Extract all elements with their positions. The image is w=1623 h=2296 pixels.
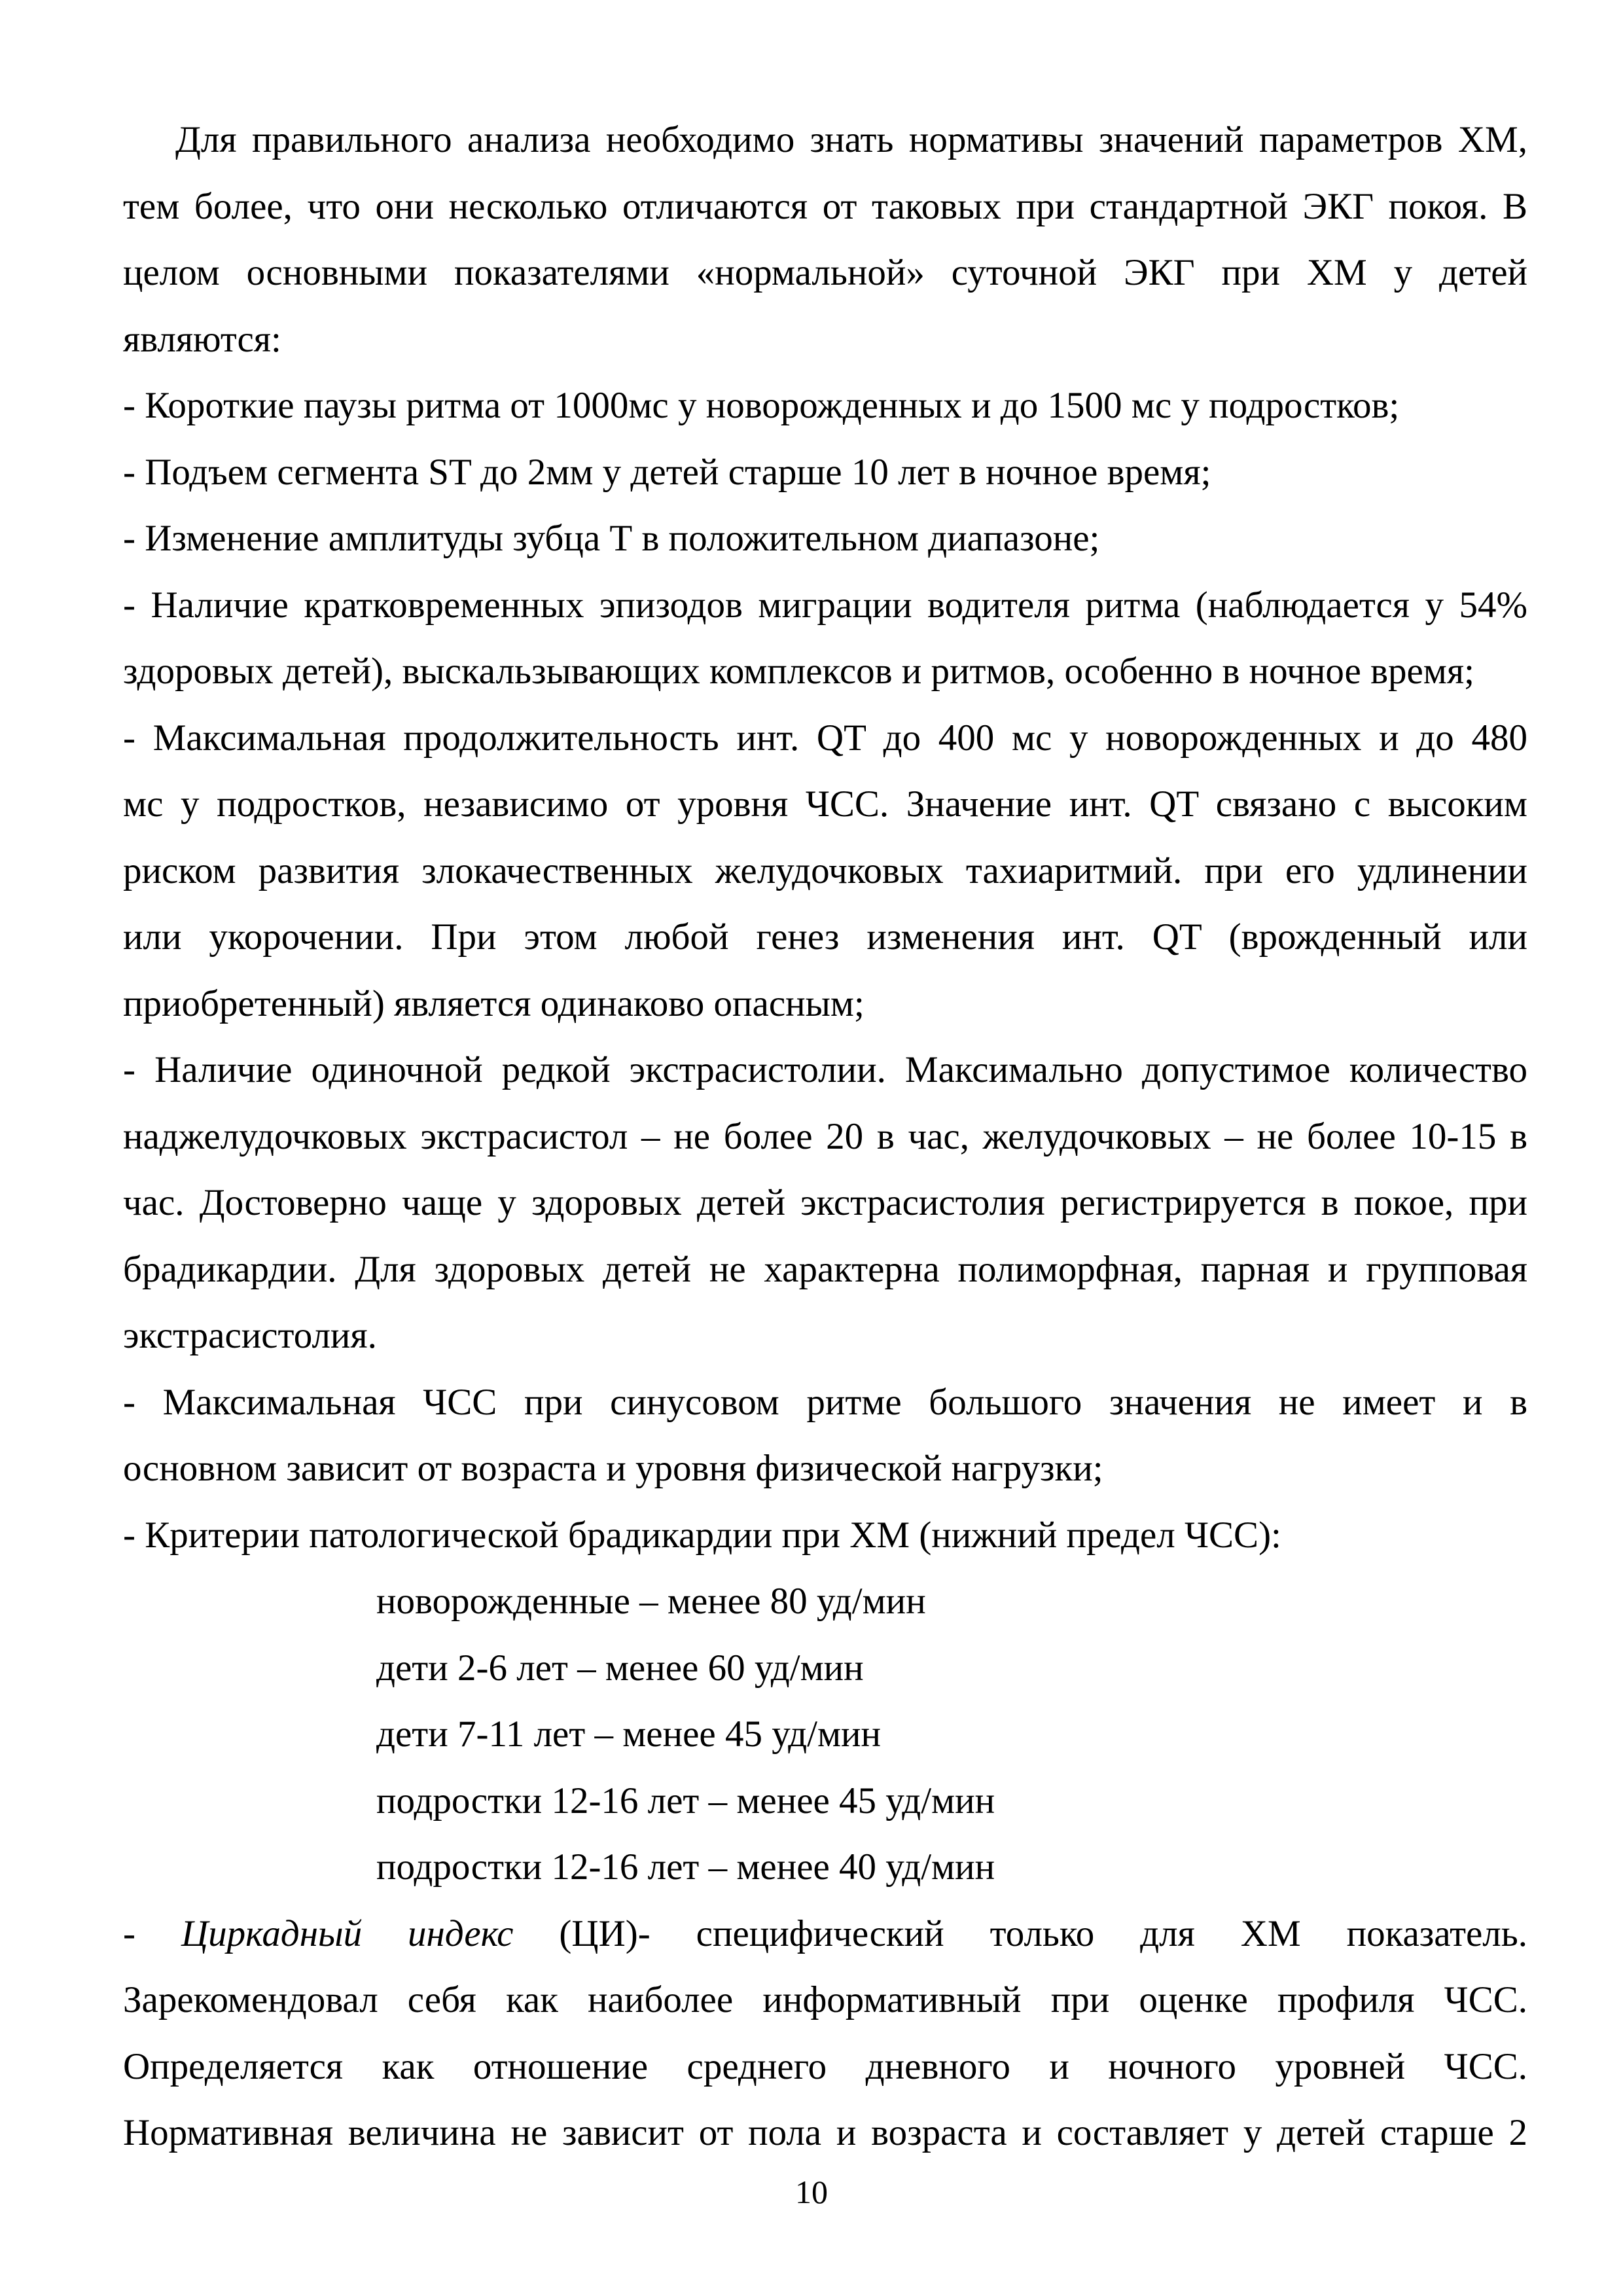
text-line: брадикардии. Для здоровых детей не характерна полиморфная, парная и групповая: [123, 1248, 1527, 1290]
text-line: [123, 1901, 1527, 1967]
paragraph: [123, 505, 1527, 572]
text-line: Зарекомендовал себя как наиболее информативный при оценке профиля ЧСС.: [123, 1979, 1527, 2020]
text-line: Нормативная величина не зависит от пола и возраста и составляет у детей старше 2: [123, 2112, 1527, 2153]
text-line: риском развития злокачественных желудочковых тахиаритмий. при его удлинении: [123, 850, 1527, 891]
text-line: - Максимальная ЧСС при синусовом ритме большого значения не имеет и в: [123, 1381, 1527, 1423]
criteria-item: дети 2-6 лет – менее 60 уд/мин: [376, 1647, 864, 1689]
term-circadian-index: Циркадный индекс: [181, 1912, 514, 1954]
text-line: мс у подростков, независимо от уровня ЧСС. Значение инт. QT связано с высоким: [123, 783, 1527, 825]
text-line: - Наличие кратковременных эпизодов миграции водителя ритма (наблюдается у 54%: [123, 584, 1527, 626]
text-line: приобретенный) является одинаково опасным;: [123, 982, 865, 1024]
text-line: - Короткие паузы ритма от 1000мс у новорожденных и до 1500 мс у подростков;: [123, 385, 1400, 426]
text-line: час. Достоверно чаще у здоровых детей экстрасистолия регистрируется в покое, при: [123, 1182, 1527, 1223]
text-line: основном зависит от возраста и уровня физической нагрузки;: [123, 1448, 1103, 1489]
text-line: целом основными показателями «нормальной» суточной ЭКГ при ХМ у детей: [123, 252, 1527, 293]
bradycardia-criteria-list: [123, 1568, 1527, 1901]
paragraph: [123, 572, 1527, 705]
text-line: - Максимальная продолжительность инт. QT до 400 мс у новорожденных и до 480: [123, 717, 1527, 759]
text-line: здоровых детей), выскальзывающих комплексов и ритмов, особенно в ночное время;: [123, 651, 1474, 692]
criteria-item: подростки 12-16 лет – менее 45 уд/мин: [376, 1780, 995, 1821]
criteria-item: дети 7-11 лет – менее 45 уд/мин: [376, 1713, 882, 1755]
criteria-item: подростки 12-16 лет – менее 40 уд/мин: [376, 1846, 995, 1888]
text-line: являются:: [123, 318, 281, 360]
paragraph: [123, 705, 1527, 1037]
text-line: наджелудочковых экстрасистол – не более 20 в час, желудочковых – не более 10-15 в: [123, 1115, 1527, 1157]
text-line: или укорочении. При этом любой генез изменения инт. QT (врожденный или: [123, 916, 1527, 958]
paragraph: [123, 1502, 1527, 1569]
paragraph: [123, 1369, 1527, 1502]
paragraph: [123, 1037, 1527, 1369]
page-number: 10: [795, 2174, 828, 2210]
text-line: Определяется как отношение среднего дневного и ночного уровней ЧСС.: [123, 2045, 1527, 2087]
list-dash: -: [123, 1912, 181, 1954]
criteria-item: новорожденные – менее 80 уд/мин: [376, 1581, 926, 1622]
text-line: - Изменение амплитуды зубца Т в положительном диапазоне;: [123, 518, 1100, 559]
text-line: - Критерии патологической брадикардии при ХМ (нижний предел ЧСС):: [123, 1514, 1281, 1556]
paragraph: [123, 107, 1527, 372]
body-text: [123, 107, 1527, 2166]
text-line: - Наличие одиночной редкой экстрасистолии. Максимально допустимое количество: [123, 1049, 1527, 1090]
text-line: - Подъем сегмента ST до 2мм у детей старше 10 лет в ночное время;: [123, 451, 1211, 493]
paragraph: [123, 439, 1527, 506]
text-line: Для правильного анализа необходимо знать нормативы значений параметров ХМ,: [175, 119, 1527, 160]
text-line: тем более, что они несколько отличаются от таковых при стандартной ЭКГ покоя. В: [123, 185, 1527, 227]
paragraph-circadian-index: [123, 1901, 1527, 2166]
text-line: экстрасистолия.: [123, 1315, 377, 1356]
paragraph: [123, 372, 1527, 439]
text-segment: (ЦИ)- специфический только для ХМ показатель.: [513, 1912, 1527, 1954]
